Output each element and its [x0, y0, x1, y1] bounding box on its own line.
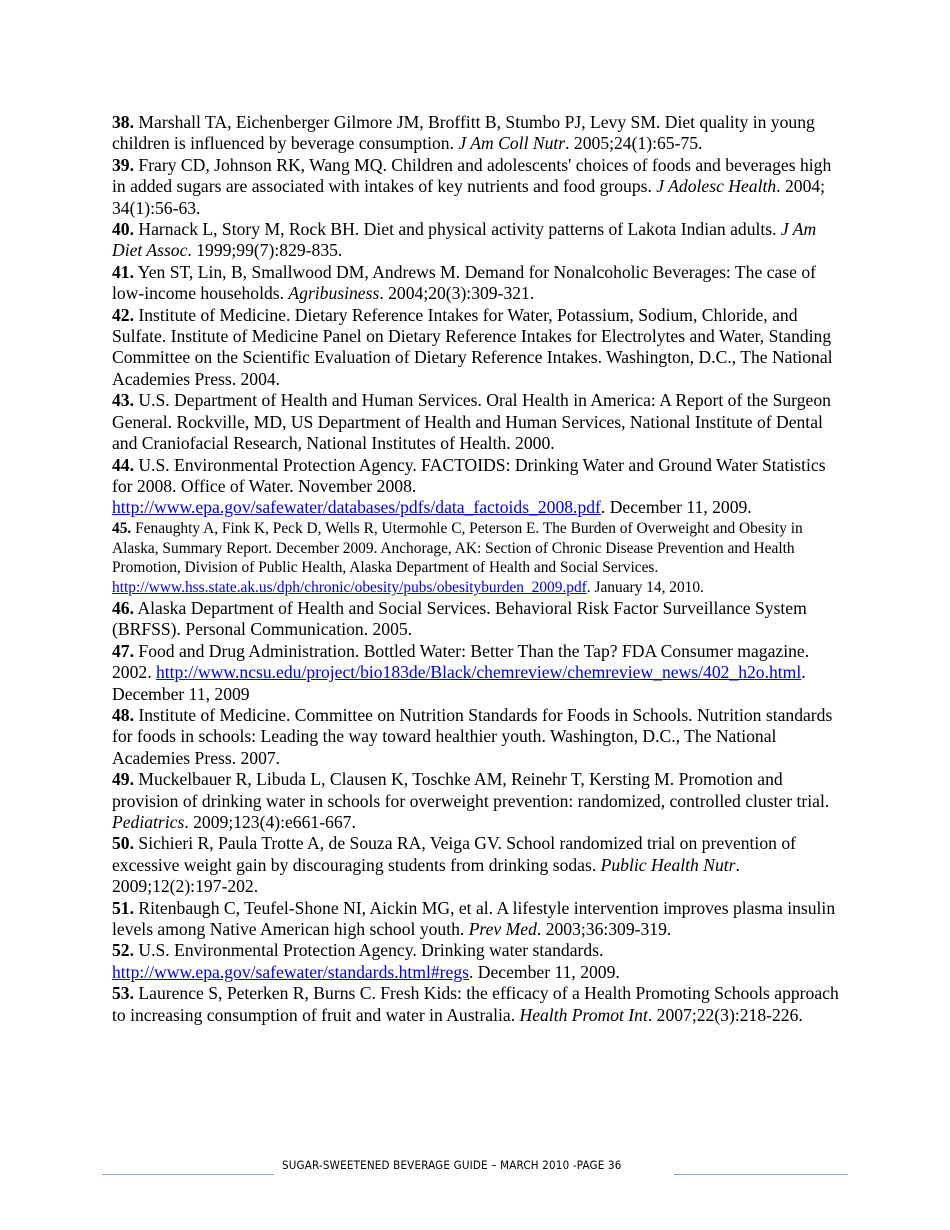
- reference-entry: [112, 305, 840, 391]
- reference-text: Fenaughty A, Fink K, Peck D, Wells R, Utermohle C, Peterson E. The Burden of Overweight and Obesity in Alaska, Summary Report. December 2009. Anchorage, AK: Section of Chronic Disease Prevention and Health Promotion, Division of Public Health, Alaska Department of Health and Social Services.: [112, 519, 803, 577]
- journal-title: Agribusiness: [288, 283, 380, 304]
- reference-number: 40.: [112, 219, 134, 240]
- reference-text: Sichieri R, Paula Trotte A, de Souza RA, Veiga GV. School randomized trial on prevention of excessive weight gain by discouraging students from drinking sodas.: [112, 833, 796, 875]
- reference-number: 53.: [112, 983, 134, 1004]
- reference-link[interactable]: http://www.ncsu.edu/project/bio183de/Black/chemreview/chemreview_news/402_h2o.html: [155, 662, 802, 683]
- reference-entry: [112, 455, 840, 519]
- reference-entry: [112, 598, 840, 641]
- reference-text: Alaska Department of Health and Social Services. Behavioral Risk Factor Surveillance System (BRFSS). Personal Communication. 2005.: [112, 597, 807, 640]
- reference-text: Institute of Medicine. Committee on Nutrition Standards for Foods in Schools. Nutrition standards for foods in schools: Leading the way toward healthier youth. Washington, D.C., The National Academies Press. 2007.: [112, 704, 833, 768]
- reference-text: U.S. Environmental Protection Agency. Drinking water standards.: [138, 940, 604, 961]
- reference-number: 51.: [112, 897, 134, 918]
- reference-text: Food and Drug Administration. Bottled Water: Better Than the Tap? FDA Consumer magazine. 2002.: [112, 640, 810, 683]
- reference-entry: [112, 219, 840, 262]
- reference-text: . 2007;22(3):218-226.: [647, 1004, 803, 1025]
- reference-number: 41.: [112, 261, 134, 282]
- reference-number: 48.: [112, 704, 134, 725]
- reference-text: U.S. Environmental Protection Agency. FACTOIDS: Drinking Water and Ground Water Statistics for 2008. Office of Water. November 2008.: [112, 454, 826, 496]
- reference-number: 38.: [112, 112, 134, 132]
- reference-text: Institute of Medicine. Dietary Reference Intakes for Water, Potassium, Sodium, Chloride, and Sulfate. Institute of Medicine Panel on Dietary Reference Intakes for Electrolytes and Water, Standing Committee on the Scientific Evaluation of Dietary Reference Intakes. Washington, D.C., The National Academies Press. 2004.: [112, 304, 833, 389]
- reference-entry: [112, 833, 840, 897]
- reference-entry: [112, 983, 840, 1026]
- reference-text: Marshall TA, Eichenberger Gilmore JM, Broffitt B, Stumbo PJ, Levy SM. Diet quality in young children is influenced by beverage consumption.: [112, 112, 815, 154]
- page-footer: [102, 1157, 848, 1197]
- reference-entry: [112, 262, 840, 305]
- reference-link[interactable]: http://www.epa.gov/safewater/databases/pdfs/data_factoids_2008.pdf: [112, 497, 601, 518]
- reference-text: U.S. Department of Health and Human Services. Oral Health in America: A Report of the Surgeon General. Rockville, MD, US Department of Health and Human Services, National Institute of Dental and Craniofacial Research, National Institutes of Health. 2000.: [112, 390, 831, 454]
- reference-text: Muckelbauer R, Libuda L, Clausen K, Toschke AM, Reinehr T, Kersting M. Promotion and provision of drinking water in schools for overweight prevention: randomized, controlled cluster trial.: [112, 769, 830, 811]
- reference-number: 45.: [112, 519, 132, 537]
- reference-text: . 2004;20(3):309-321.: [379, 283, 535, 304]
- reference-text: . 2009;123(4):e661-667.: [184, 811, 356, 832]
- journal-title: J Am Diet Assoc: [112, 219, 817, 261]
- reference-entry: [112, 705, 840, 769]
- footer-rule-left: [102, 1174, 274, 1175]
- reference-link[interactable]: http://www.epa.gov/safewater/standards.html#regs: [112, 961, 469, 982]
- reference-text: Ritenbaugh C, Teufel-Shone NI, Aickin MG, et al. A lifestyle intervention improves plasma insulin levels among Native American high school youth.: [112, 897, 836, 939]
- reference-number: 44.: [112, 454, 134, 475]
- reference-number: 42.: [112, 304, 134, 325]
- reference-number: 46.: [112, 597, 134, 618]
- reference-entry: [112, 769, 840, 833]
- reference-text: . January 14, 2010.: [586, 579, 704, 597]
- footer-rule-right: [674, 1174, 848, 1175]
- reference-entry: [112, 155, 840, 219]
- reference-entry: [112, 390, 840, 454]
- reference-number: 43.: [112, 390, 134, 411]
- reference-text: . 2004; 34(1):56-63.: [112, 176, 826, 218]
- reference-text: Laurence S, Peterken R, Burns C. Fresh Kids: the efficacy of a Health Promoting Schools approach to increasing consumption of fruit and water in Australia.: [112, 983, 839, 1025]
- reference-text: . 2005;24(1):65-75.: [565, 133, 703, 154]
- reference-text: . December 11, 2009.: [600, 497, 752, 518]
- reference-text: . December 11, 2009.: [469, 961, 620, 982]
- reference-link[interactable]: http://www.hss.state.ak.us/dph/chronic/obesity/pubs/obesityburden_2009.pdf: [112, 579, 587, 597]
- reference-list: [112, 112, 840, 1026]
- reference-entry: [112, 641, 840, 705]
- journal-title: Health Promot Int: [519, 1004, 648, 1025]
- journal-title: Prev Med: [468, 919, 537, 939]
- reference-text: Harnack L, Story M, Rock BH. Diet and physical activity patterns of Lakota Indian adults.: [138, 219, 781, 240]
- reference-text: Frary CD, Johnson RK, Wang MQ. Children and adolescents' choices of foods and beverages high in added sugars are associated with intakes of key nutrients and food groups.: [112, 154, 832, 197]
- reference-text: . 1999;99(7):829-835.: [187, 240, 343, 261]
- journal-title: J Am Coll Nutr: [458, 133, 566, 154]
- journal-title: Public Health Nutr: [600, 854, 736, 875]
- reference-number: 52.: [112, 940, 134, 961]
- footer-text: SUGAR-SWEETENED BEVERAGE GUIDE – MARCH 2010 -PAGE 36: [282, 1158, 622, 1172]
- reference-entry: [112, 898, 840, 941]
- reference-text: . 2003;36:309-319.: [536, 919, 672, 939]
- reference-entry: [112, 940, 840, 983]
- reference-number: 50.: [112, 833, 134, 854]
- reference-number: 47.: [112, 640, 134, 661]
- journal-title: J Adolesc Health: [656, 176, 777, 197]
- reference-entry: [112, 519, 840, 598]
- reference-text: Yen ST, Lin, B, Smallwood DM, Andrews M. Demand for Nonalcoholic Beverages: The case of low-income households.: [112, 261, 816, 304]
- reference-number: 39.: [112, 154, 134, 175]
- reference-text: . 2009;12(2):197-202.: [112, 854, 740, 897]
- reference-entry: [112, 112, 840, 155]
- reference-text: . December 11, 2009: [112, 662, 806, 704]
- reference-number: 49.: [112, 769, 134, 790]
- journal-title: Pediatrics: [112, 811, 185, 832]
